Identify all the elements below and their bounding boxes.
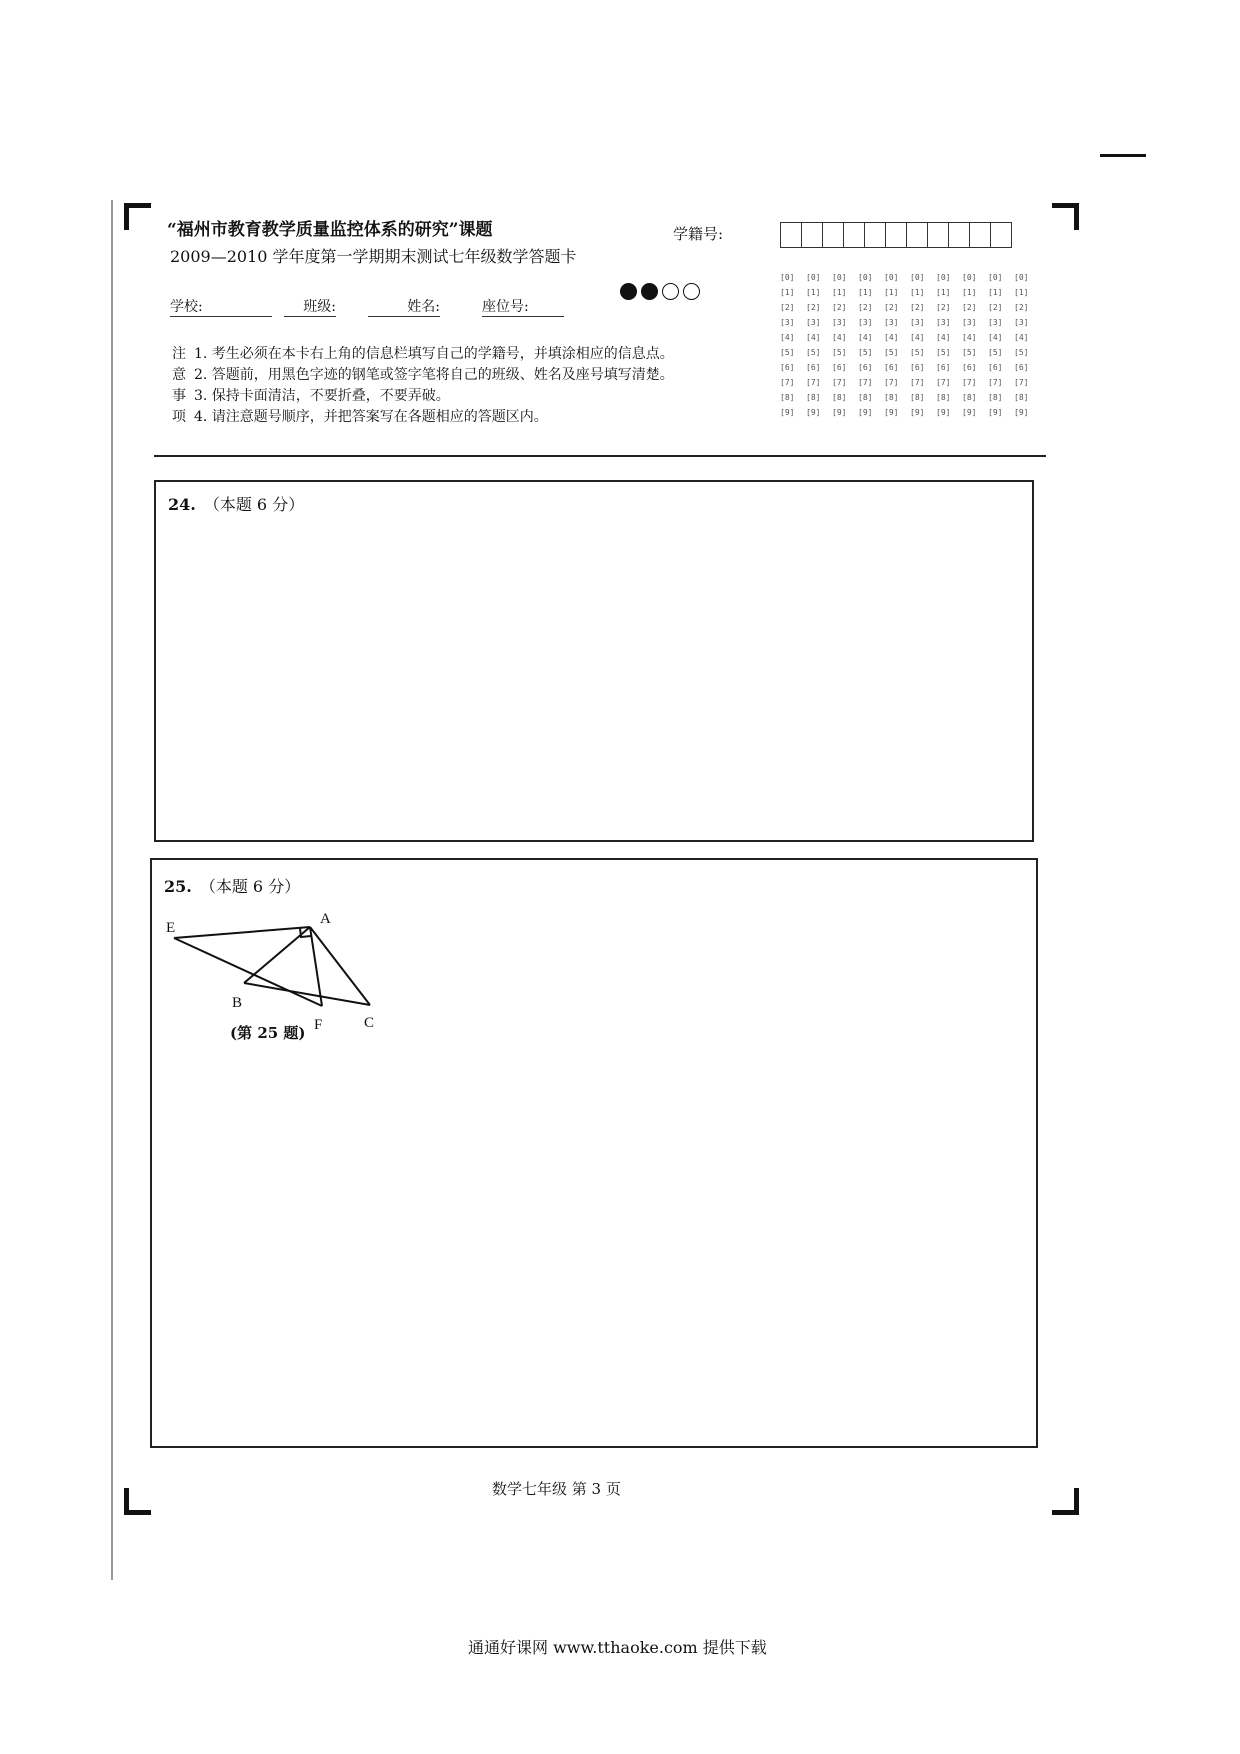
id-bubble[interactable]: [9] [936,408,951,417]
id-bubble[interactable]: [5] [806,348,821,357]
instruction-item: 项 4. 请注意题号顺序，并把答案写在各题相应的答题区内。 [172,409,548,425]
student-id-label: 学籍号: [673,225,724,243]
bubble-row [780,390,1040,405]
id-digit-box[interactable] [822,222,844,248]
download-credit: 通通好课网 www.tthaoke.com 提供下载 [468,1638,767,1657]
id-bubble[interactable]: [8] [858,393,873,402]
id-bubble[interactable]: [3] [858,318,873,327]
id-bubble[interactable]: [8] [884,393,899,402]
id-bubble[interactable]: [7] [858,378,873,387]
id-bubble[interactable]: [4] [780,333,795,342]
cut-mark [1100,154,1146,157]
student-info-line [170,296,564,317]
id-bubble[interactable]: [6] [806,363,821,372]
id-digit-box[interactable] [780,222,802,248]
id-bubble[interactable]: [7] [962,378,977,387]
id-bubble[interactable]: [5] [884,348,899,357]
corner-mark-bottom-right [1052,1488,1079,1515]
id-bubble[interactable]: [3] [936,318,951,327]
id-bubble[interactable]: [0] [780,273,795,282]
header-separator [154,455,1046,457]
id-bubble[interactable]: [9] [910,408,925,417]
id-bubble[interactable]: [8] [806,393,821,402]
bubble-row [780,345,1040,360]
id-bubble[interactable]: [8] [962,393,977,402]
id-digit-box[interactable] [885,222,907,248]
name-field[interactable]: 姓名: [368,296,440,317]
id-bubble[interactable]: [3] [1014,318,1029,327]
id-digit-box[interactable] [990,222,1012,248]
id-bubble[interactable]: [9] [884,408,899,417]
id-bubble[interactable]: [7] [936,378,951,387]
student-id-boxes[interactable] [780,222,1011,248]
id-bubble[interactable]: [2] [988,303,1003,312]
segment-EF [174,938,322,1006]
segment-AC [310,927,370,1005]
id-bubble[interactable]: [5] [780,348,795,357]
page-dot-filled [620,283,637,300]
id-bubble[interactable]: [4] [858,333,873,342]
corner-mark-top-left [124,203,151,230]
id-bubble[interactable]: [1] [832,288,847,297]
id-digit-box[interactable] [864,222,886,248]
id-bubble[interactable]: [2] [884,303,899,312]
id-bubble[interactable]: [0] [910,273,925,282]
id-bubble[interactable]: [1] [1014,288,1029,297]
id-bubble[interactable]: [9] [858,408,873,417]
id-bubble[interactable]: [2] [910,303,925,312]
id-bubble[interactable]: [2] [858,303,873,312]
id-bubble[interactable]: [5] [910,348,925,357]
bubble-row [780,330,1040,345]
id-bubble[interactable]: [1] [884,288,899,297]
id-bubble[interactable]: [8] [780,393,795,402]
id-bubble[interactable]: [4] [832,333,847,342]
id-bubble[interactable]: [0] [936,273,951,282]
id-bubble[interactable]: [2] [806,303,821,312]
figure-caption-q25: (第 25 题) [230,1024,306,1042]
id-bubble[interactable]: [7] [988,378,1003,387]
instruction-item: 注 1. 考生必须在本卡右上角的信息栏填写自己的学籍号，并填涂相应的信息点。 [172,346,674,362]
bubble-row [780,270,1040,285]
id-bubble[interactable]: [0] [884,273,899,282]
instruction-item: 意 2. 答题前，用黑色字迹的钢笔或签字笔将自己的班级、姓名及座号填写清楚。 [172,367,674,383]
id-bubble[interactable]: [2] [962,303,977,312]
id-bubble-grid[interactable] [780,270,1040,420]
id-bubble[interactable]: [7] [884,378,899,387]
id-bubble[interactable]: [3] [806,318,821,327]
page-indicator-dots [620,283,700,300]
id-bubble[interactable]: [9] [832,408,847,417]
id-bubble[interactable]: [1] [962,288,977,297]
id-bubble[interactable]: [7] [780,378,795,387]
question-label-q25: 25. （本题 6 分） [164,877,301,896]
class-field[interactable]: 班级: [284,296,336,317]
vertex-label-E: E [166,920,176,936]
id-bubble[interactable]: [8] [936,393,951,402]
id-bubble[interactable]: [7] [1014,378,1029,387]
id-bubble[interactable]: [6] [858,363,873,372]
id-bubble[interactable]: [3] [884,318,899,327]
id-bubble[interactable]: [2] [832,303,847,312]
id-digit-box[interactable] [906,222,928,248]
id-bubble[interactable]: [3] [988,318,1003,327]
id-bubble[interactable]: [5] [1014,348,1029,357]
corner-mark-bottom-left [124,1488,151,1515]
id-bubble[interactable]: [2] [936,303,951,312]
triangle-figure-q25 [160,905,390,1035]
page-footer: 数学七年级 第 3 页 [492,1480,621,1498]
card-title: “福州市教育教学质量监控体系的研究”课题 [167,220,493,240]
id-digit-box[interactable] [927,222,949,248]
id-bubble[interactable]: [5] [936,348,951,357]
id-bubble[interactable]: [8] [910,393,925,402]
bubble-row [780,375,1040,390]
id-bubble[interactable]: [2] [1014,303,1029,312]
card-subtitle: 2009—2010 学年度第一学期期末测试七年级数学答题卡 [170,247,577,266]
id-bubble[interactable]: [5] [988,348,1003,357]
id-bubble[interactable]: [1] [988,288,1003,297]
id-bubble[interactable]: [0] [962,273,977,282]
id-bubble[interactable]: [9] [962,408,977,417]
seat-field[interactable]: 座位号: [482,296,564,317]
id-bubble[interactable]: [6] [936,363,951,372]
id-digit-box[interactable] [969,222,991,248]
id-bubble[interactable]: [3] [962,318,977,327]
id-bubble[interactable]: [4] [988,333,1003,342]
id-bubble[interactable]: [4] [1014,333,1029,342]
id-bubble[interactable]: [6] [962,363,977,372]
id-bubble[interactable]: [1] [780,288,795,297]
id-bubble[interactable]: [1] [910,288,925,297]
segment-EA [174,927,310,938]
id-bubble[interactable]: [7] [832,378,847,387]
id-bubble[interactable]: [0] [832,273,847,282]
id-digit-box[interactable] [801,222,823,248]
id-bubble[interactable]: [4] [962,333,977,342]
id-bubble[interactable]: [4] [936,333,951,342]
id-bubble[interactable]: [9] [806,408,821,417]
id-bubble[interactable]: [1] [936,288,951,297]
id-bubble[interactable]: [6] [884,363,899,372]
id-bubble[interactable]: [8] [832,393,847,402]
id-bubble[interactable]: [7] [806,378,821,387]
id-bubble[interactable]: [8] [1014,393,1029,402]
bubble-row [780,360,1040,375]
left-margin-line [111,200,113,1580]
vertex-label-F: F [314,1017,323,1033]
question-label-q24: 24. （本题 6 分） [168,495,305,514]
instruction-item: 事 3. 保持卡面清洁，不要折叠，不要弄破。 [172,388,450,404]
id-bubble[interactable]: [5] [962,348,977,357]
id-bubble[interactable]: [5] [832,348,847,357]
id-bubble[interactable]: [6] [780,363,795,372]
corner-mark-top-right [1052,203,1079,230]
answer-area-q24[interactable] [154,480,1034,842]
id-bubble[interactable]: [1] [858,288,873,297]
bubble-row [780,405,1040,420]
id-bubble[interactable]: [3] [832,318,847,327]
id-bubble[interactable]: [4] [806,333,821,342]
id-digit-box[interactable] [843,222,865,248]
id-bubble[interactable]: [9] [780,408,795,417]
id-bubble[interactable]: [6] [910,363,925,372]
page-dot-filled [641,283,658,300]
bubble-row [780,315,1040,330]
id-digit-box[interactable] [948,222,970,248]
id-bubble[interactable]: [0] [858,273,873,282]
id-bubble[interactable]: [3] [780,318,795,327]
id-bubble[interactable]: [0] [988,273,1003,282]
page-dot-empty [662,283,679,300]
id-bubble[interactable]: [9] [988,408,1003,417]
instructions [172,344,674,428]
vertex-label-C: C [364,1015,375,1031]
id-bubble[interactable]: [6] [832,363,847,372]
vertex-label-A: A [320,911,331,927]
bubble-row [780,300,1040,315]
id-bubble[interactable]: [2] [780,303,795,312]
bubble-row [780,285,1040,300]
id-bubble[interactable]: [5] [858,348,873,357]
school-field[interactable]: 学校: [170,296,272,317]
id-bubble[interactable]: [8] [988,393,1003,402]
id-bubble[interactable]: [7] [910,378,925,387]
segment-BC [244,983,370,1005]
id-bubble[interactable]: [4] [884,333,899,342]
id-bubble[interactable]: [9] [1014,408,1029,417]
id-bubble[interactable]: [1] [806,288,821,297]
id-bubble[interactable]: [0] [806,273,821,282]
id-bubble[interactable]: [3] [910,318,925,327]
page-dot-empty [683,283,700,300]
id-bubble[interactable]: [4] [910,333,925,342]
vertex-label-B: B [232,995,243,1011]
id-bubble[interactable]: [0] [1014,273,1029,282]
id-bubble[interactable]: [6] [1014,363,1029,372]
id-bubble[interactable]: [6] [988,363,1003,372]
